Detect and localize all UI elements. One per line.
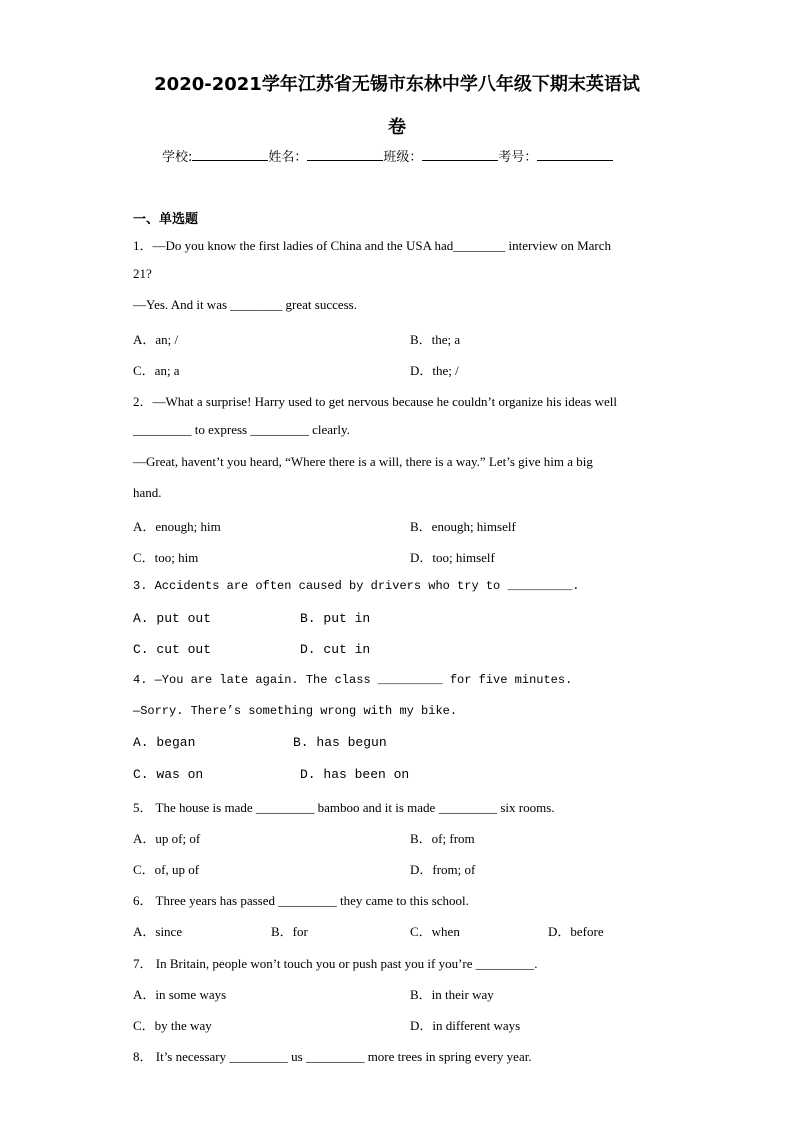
q6-stem-line1: 6． Three years has passed _________ they came to this school. bbox=[133, 893, 469, 908]
q1-stem-line1: 1．—Do you know the first ladies of China and the USA had________ interview on March bbox=[133, 238, 612, 253]
q3-option-d[interactable]: D. cut in bbox=[300, 642, 371, 657]
q1-option-c[interactable]: C．an; a bbox=[133, 363, 180, 378]
q5-option-b[interactable]: B．of; from bbox=[410, 831, 475, 846]
q2-option-b[interactable]: B．enough; himself bbox=[410, 519, 516, 534]
class-label: 班级： bbox=[383, 150, 423, 165]
section-title: 一、单选题 bbox=[133, 212, 199, 227]
name-label: 姓名： bbox=[268, 150, 308, 165]
q7-option-b[interactable]: B．in their way bbox=[410, 987, 494, 1002]
q7-option-a[interactable]: A．in some ways bbox=[133, 987, 227, 1002]
q4-option-a[interactable]: A. began bbox=[133, 735, 196, 750]
school-label: 学校: bbox=[162, 150, 193, 165]
q6-option-a[interactable]: A．since bbox=[133, 924, 183, 939]
name-blank[interactable] bbox=[307, 147, 383, 161]
q7-option-c[interactable]: C．by the way bbox=[133, 1018, 212, 1033]
number-blank[interactable] bbox=[537, 147, 613, 161]
q1-stem-line3: —Yes. And it was ________ great success. bbox=[133, 297, 357, 312]
q2-stem-line4: hand. bbox=[133, 485, 162, 500]
q6-option-d[interactable]: D．before bbox=[548, 924, 604, 939]
q5-option-d[interactable]: D．from; of bbox=[410, 862, 476, 877]
number-label: 考号： bbox=[498, 150, 538, 165]
q6-option-b[interactable]: B．for bbox=[271, 924, 308, 939]
q3-stem-line1: 3. Accidents are often caused by drivers who try to _________. bbox=[133, 579, 580, 593]
q3-option-a[interactable]: A. put out bbox=[133, 611, 212, 626]
q5-stem-line1: 5． The house is made _________ bamboo and it is made _________ six rooms. bbox=[133, 800, 555, 815]
school-blank[interactable] bbox=[192, 147, 268, 161]
q2-option-d[interactable]: D．too; himself bbox=[410, 550, 495, 565]
q4-stem-line2: —Sorry. There’s something wrong with my bike. bbox=[133, 704, 458, 718]
q4-option-d[interactable]: D. has been on bbox=[300, 767, 410, 782]
q3-option-c[interactable]: C. cut out bbox=[133, 642, 212, 657]
q3-option-b[interactable]: B. put in bbox=[300, 611, 371, 626]
q4-option-c[interactable]: C. was on bbox=[133, 767, 204, 782]
q5-option-a[interactable]: A．up of; of bbox=[133, 831, 201, 846]
q2-stem-line3: —Great, havent’t you heard, “Where there is a will, there is a way.” Let’s give him a big bbox=[133, 454, 593, 469]
class-blank[interactable] bbox=[422, 147, 498, 161]
q2-option-a[interactable]: A．enough; him bbox=[133, 519, 221, 534]
student-info-row bbox=[162, 146, 613, 165]
q2-stem-line1: 2．—What a surprise! Harry used to get nervous because he couldn’t organize his ideas well bbox=[133, 394, 617, 409]
q2-stem-line2: _________ to express _________ clearly. bbox=[133, 422, 350, 437]
q1-option-b[interactable]: B．the; a bbox=[410, 332, 461, 347]
q6-option-c[interactable]: C．when bbox=[410, 924, 460, 939]
q5-option-c[interactable]: C．of, up of bbox=[133, 862, 200, 877]
q4-stem-line1: 4. —You are late again. The class _________ for five minutes. bbox=[133, 673, 573, 687]
q8-stem-line1: 8． It’s necessary _________ us _________ more trees in spring every year. bbox=[133, 1049, 532, 1064]
q2-option-c[interactable]: C．too; him bbox=[133, 550, 199, 565]
q7-option-d[interactable]: D．in different ways bbox=[410, 1018, 521, 1033]
document-title-line2: 卷 bbox=[388, 117, 406, 138]
q1-stem-line2: 21? bbox=[133, 266, 152, 281]
q1-option-d[interactable]: D．the; / bbox=[410, 363, 459, 378]
q7-stem-line1: 7． In Britain, people won’t touch you or push past you if you’re _________. bbox=[133, 956, 538, 971]
q1-option-a[interactable]: A．an; / bbox=[133, 332, 179, 347]
document-title-line1: 2020-2021学年江苏省无锡市东林中学八年级下期末英语试 bbox=[154, 74, 640, 95]
q4-option-b[interactable]: B. has begun bbox=[293, 735, 387, 750]
